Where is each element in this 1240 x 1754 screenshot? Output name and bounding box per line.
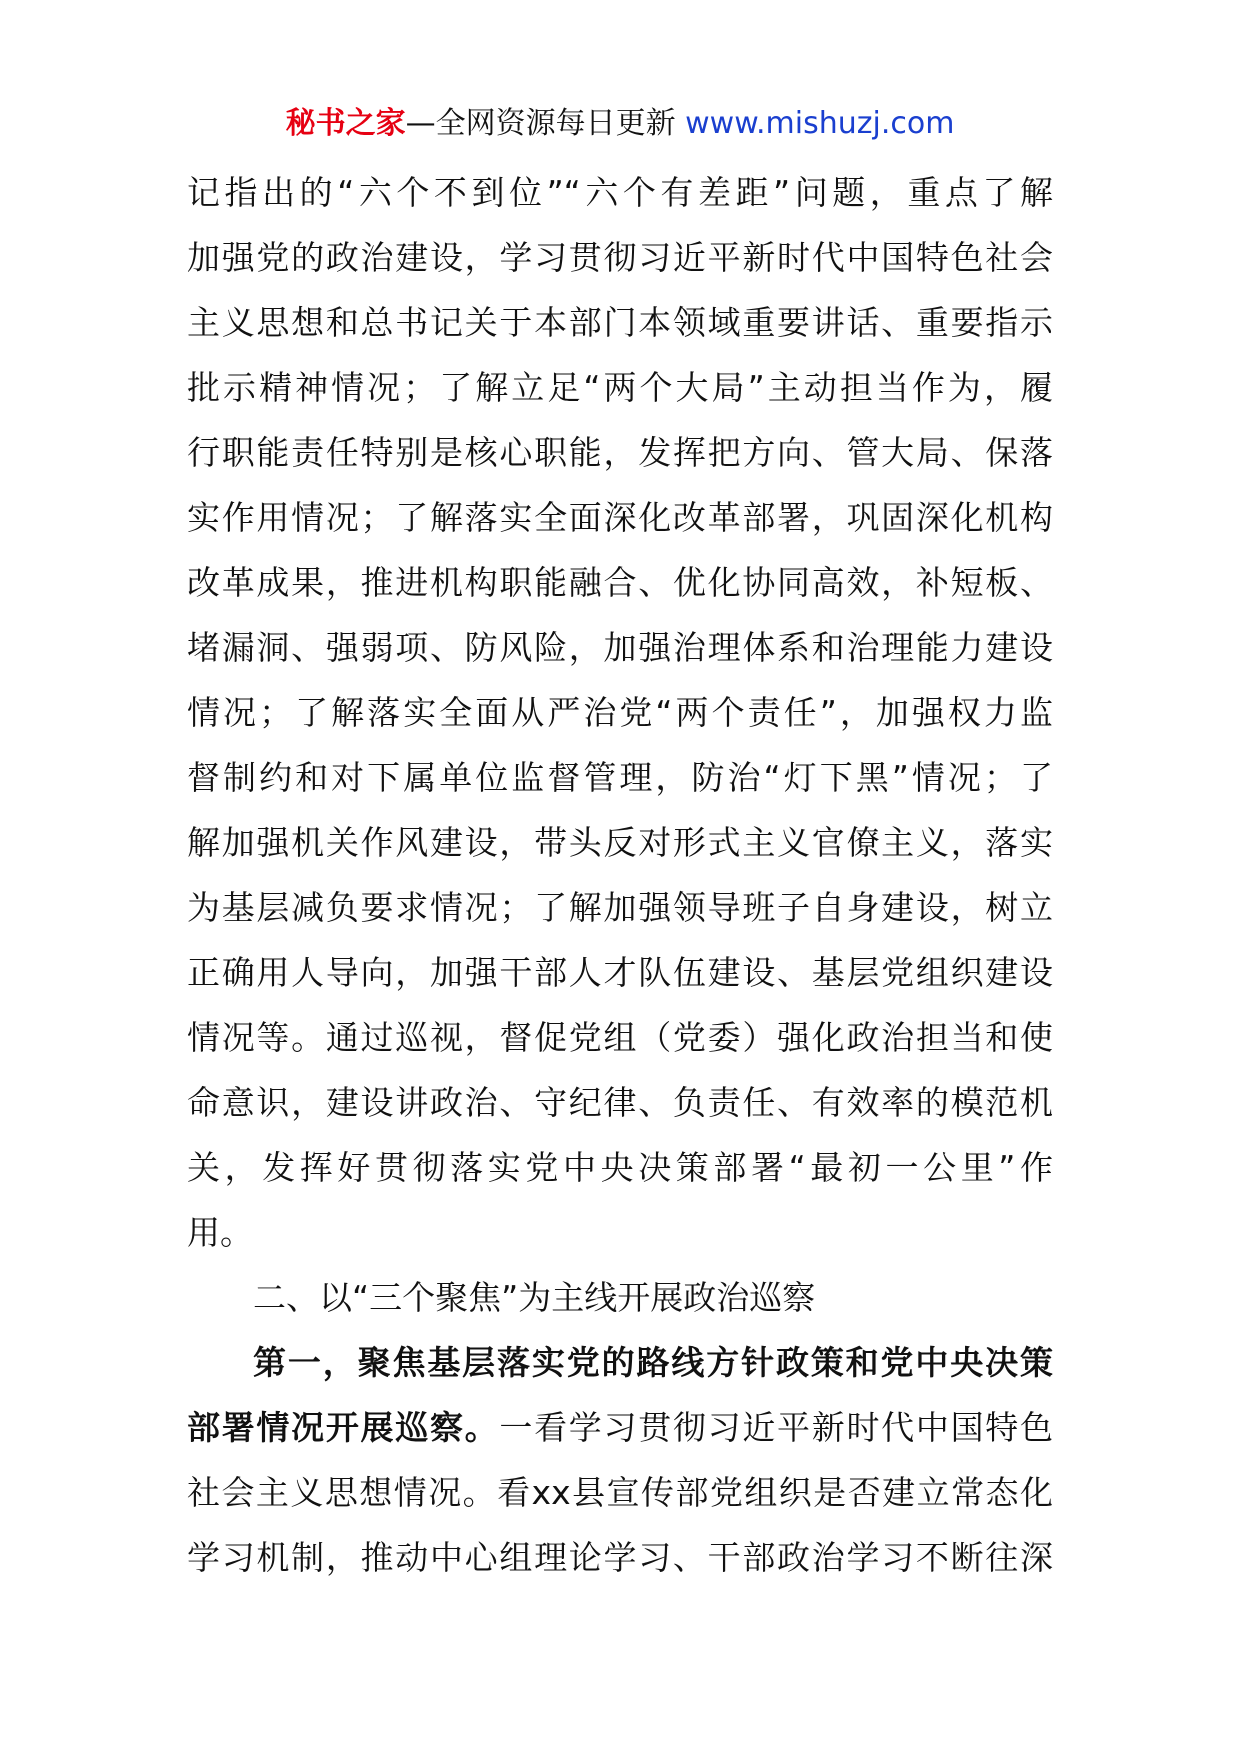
text-line: 用。 [187,1213,253,1252]
text-line: 关，发挥好贯彻落实党中央决策部署“最初一公里”作 [187,1148,1053,1187]
text-line: 督制约和对下属单位监督管理，防治“灯下黑”情况；了 [187,758,1053,797]
section-heading: 二、以“三个聚焦”为主线开展政治巡察 [253,1278,816,1317]
text-line: 解加强机关作风建设，带头反对形式主义官僚主义，落实 [187,823,1053,862]
document-body [187,160,1053,1590]
header-brand: 秘书之家 [285,106,406,141]
paragraph-1 [187,160,1053,1265]
text-line: 社会主义思想情况。看xx县宣传部党组织是否建立常态化 [187,1473,1053,1512]
page-header [0,104,1240,144]
section-1-title-line: 第一，聚焦基层落实党的路线方针政策和党中央决策 [253,1343,1053,1382]
text-line: 批示精神情况；了解立足“两个大局”主动担当作为，履 [187,368,1053,407]
section-1-lead-text: 一看学习贯彻习近平新时代中国特色 [499,1408,1053,1447]
section-1-title-end: 部署情况开展巡察。 [187,1408,500,1447]
text-line: 命意识，建设讲政治、守纪律、负责任、有效率的模范机 [187,1083,1053,1122]
section-1 [187,1330,1053,1590]
text-line: 实作用情况；了解落实全面深化改革部署，巩固深化机构 [187,498,1053,537]
text-line: 改革成果，推进机构职能融合、优化协同高效，补短板、 [187,563,1053,602]
text-line: 情况；了解落实全面从严治党“两个责任”，加强权力监 [187,693,1053,732]
text-line: 行职能责任特别是核心职能，发挥把方向、管大局、保落 [187,433,1053,472]
text-line: 加强党的政治建设，学习贯彻习近平新时代中国特色社会 [187,238,1053,277]
text-line: 记指出的“六个不到位”“六个有差距”问题，重点了解 [187,173,1053,212]
text-line: 正确用人导向，加强干部人才队伍建设、基层党组织建设 [187,953,1053,992]
text-line: 情况等。通过巡视，督促党组（党委）强化政治担当和使 [187,1018,1053,1057]
text-line [187,1395,1053,1460]
text-line: 学习机制，推动中心组理论学习、干部政治学习不断往深 [187,1538,1053,1577]
text-line: 主义思想和总书记关于本部门本领域重要讲话、重要指示 [187,303,1053,342]
text-line: 为基层减负要求情况；了解加强领导班子自身建设，树立 [187,888,1053,927]
header-slogan: —全网资源每日更新 [405,106,676,141]
header-url-link[interactable]: www.mishuzj.com [685,106,955,141]
text-line: 堵漏洞、强弱项、防风险，加强治理体系和治理能力建设 [187,628,1053,667]
